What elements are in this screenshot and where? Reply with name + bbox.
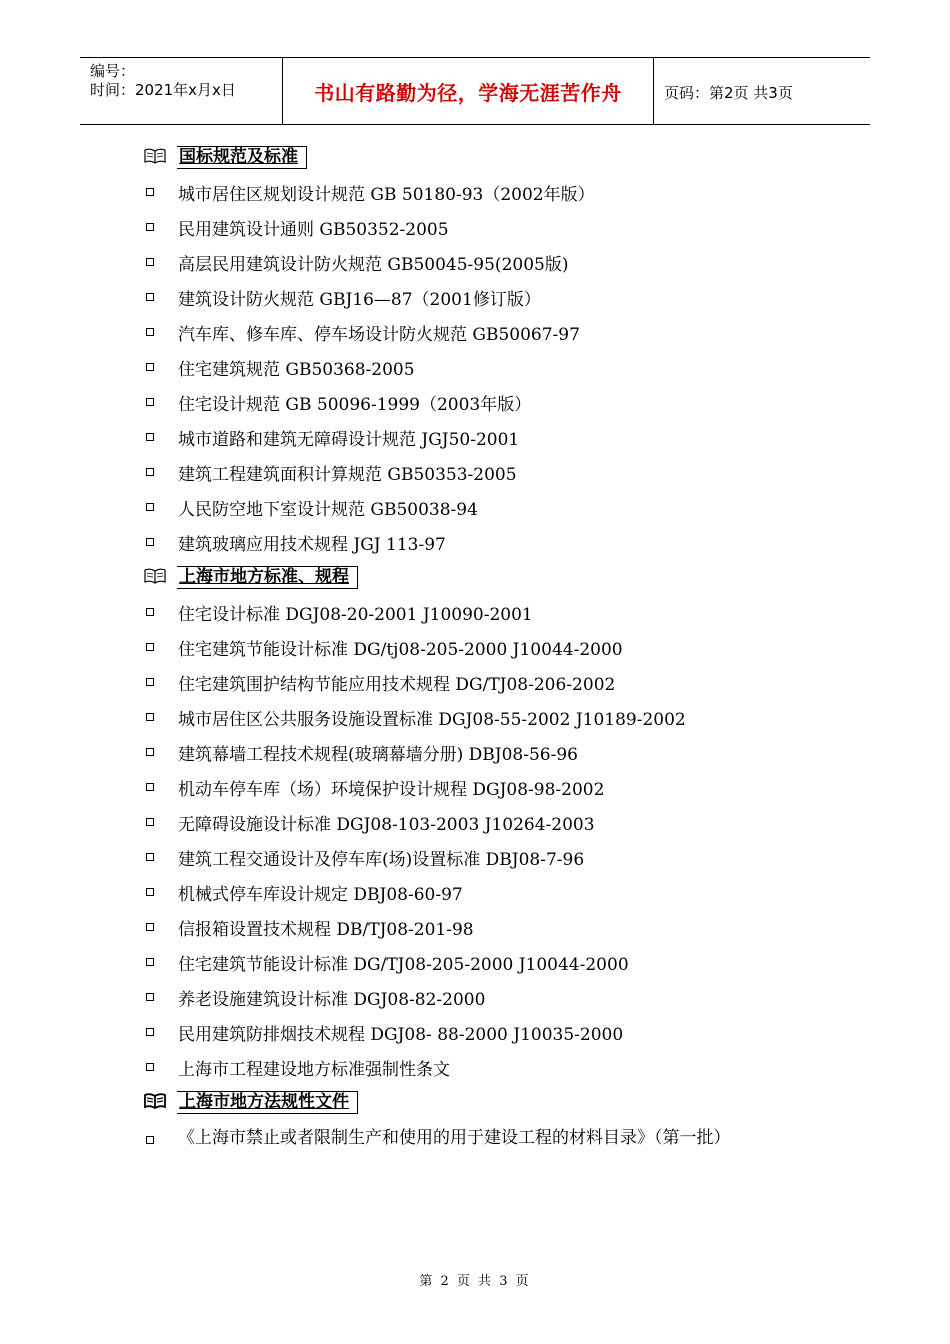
list-item: 住宅建筑围护结构节能应用技术规程 DG/TJ08-206-2002 (0, 665, 950, 700)
square-bullet-icon (146, 748, 154, 756)
square-bullet-icon (146, 433, 154, 441)
page-footer: 第 2 页 共 3 页 (419, 1274, 531, 1289)
square-bullet-icon (146, 993, 154, 1001)
list-item: 住宅设计标准 DGJ08-20-2001 J10090-2001 (0, 595, 950, 630)
list-item: 汽车库、修车库、停车场设计防火规范 GB50067-97 (0, 315, 950, 350)
header-page-label: 页码：第2页 共3页 (664, 84, 793, 102)
square-bullet-icon (146, 258, 154, 266)
square-bullet-icon (146, 398, 154, 406)
list-item: 住宅设计规范 GB 50096-1999（2003年版） (0, 385, 950, 420)
square-bullet-icon (146, 888, 154, 896)
list-item: 养老设施建筑设计标准 DGJ08-82-2000 (0, 980, 950, 1015)
list-item: 城市道路和建筑无障碍设计规范 JGJ50-2001 (0, 420, 950, 455)
list-item: 民用建筑防排烟技术规程 DGJ08- 88-2000 J10035-2000 (0, 1015, 950, 1050)
header-slogan: 书山有路勤为径，学海无涯苦作舟 (282, 57, 654, 125)
time-label: 时间：2021年x月x日 (90, 81, 236, 99)
list-item: 信报箱设置技术规程 DB/TJ08-201-98 (0, 910, 950, 945)
square-bullet-icon (146, 293, 154, 301)
open-book-icon (144, 1093, 166, 1109)
document-body (0, 140, 950, 1190)
square-bullet-icon (146, 1136, 154, 1144)
header-left (90, 62, 290, 100)
number-label: 编号： (90, 62, 136, 80)
square-bullet-icon (146, 818, 154, 826)
list-item: 《上海市禁止或者限制生产和使用的用于建设工程的材料目录》（第一批） (0, 1120, 950, 1190)
list-item: 机械式停车库设计规定 DBJ08-60-97 (0, 875, 950, 910)
list-item: 住宅建筑规范 GB50368-2005 (0, 350, 950, 385)
section-title: 上海市地方标准、规程 (177, 566, 358, 589)
square-bullet-icon (146, 713, 154, 721)
list-item: 高层民用建筑设计防火规范 GB50045-95(2005版) (0, 245, 950, 280)
square-bullet-icon (146, 363, 154, 371)
list-item: 建筑设计防火规范 GBJ16—87（2001修订版） (0, 280, 950, 315)
square-bullet-icon (146, 503, 154, 511)
open-book-icon (144, 568, 166, 584)
section-heading (0, 1085, 950, 1120)
list-item: 人民防空地下室设计规范 GB50038-94 (0, 490, 950, 525)
list-item: 建筑工程建筑面积计算规范 GB50353-2005 (0, 455, 950, 490)
square-bullet-icon (146, 783, 154, 791)
list-item: 建筑玻璃应用技术规程 JGJ 113-97 (0, 525, 950, 560)
section-title: 国标规范及标准 (177, 146, 307, 169)
square-bullet-icon (146, 678, 154, 686)
square-bullet-icon (146, 643, 154, 651)
square-bullet-icon (146, 608, 154, 616)
square-bullet-icon (146, 188, 154, 196)
square-bullet-icon (146, 468, 154, 476)
square-bullet-icon (146, 923, 154, 931)
list-item: 建筑工程交通设计及停车库(场)设置标准 DBJ08-7-96 (0, 840, 950, 875)
square-bullet-icon (146, 853, 154, 861)
square-bullet-icon (146, 1028, 154, 1036)
list-item: 机动车停车库（场）环境保护设计规程 DGJ08-98-2002 (0, 770, 950, 805)
section-heading (0, 560, 950, 595)
list-item: 建筑幕墙工程技术规程(玻璃幕墙分册) DBJ08-56-96 (0, 735, 950, 770)
list-item: 城市居住区公共服务设施设置标准 DGJ08-55-2002 J10189-2002 (0, 700, 950, 735)
list-item: 上海市工程建设地方标准强制性条文 (0, 1050, 950, 1085)
square-bullet-icon (146, 1063, 154, 1071)
list-item: 民用建筑设计通则 GB50352-2005 (0, 210, 950, 245)
section-heading (0, 140, 950, 175)
square-bullet-icon (146, 328, 154, 336)
square-bullet-icon (146, 538, 154, 546)
page-header (80, 57, 870, 125)
open-book-icon (144, 148, 166, 164)
list-item: 住宅建筑节能设计标准 DG/tj08-205-2000 J10044-2000 (0, 630, 950, 665)
list-item: 住宅建筑节能设计标准 DG/TJ08-205-2000 J10044-2000 (0, 945, 950, 980)
square-bullet-icon (146, 223, 154, 231)
list-item: 无障碍设施设计标准 DGJ08-103-2003 J10264-2003 (0, 805, 950, 840)
square-bullet-icon (146, 958, 154, 966)
list-item: 城市居住区规划设计规范 GB 50180-93（2002年版） (0, 175, 950, 210)
section-title: 上海市地方法规性文件 (177, 1091, 358, 1114)
